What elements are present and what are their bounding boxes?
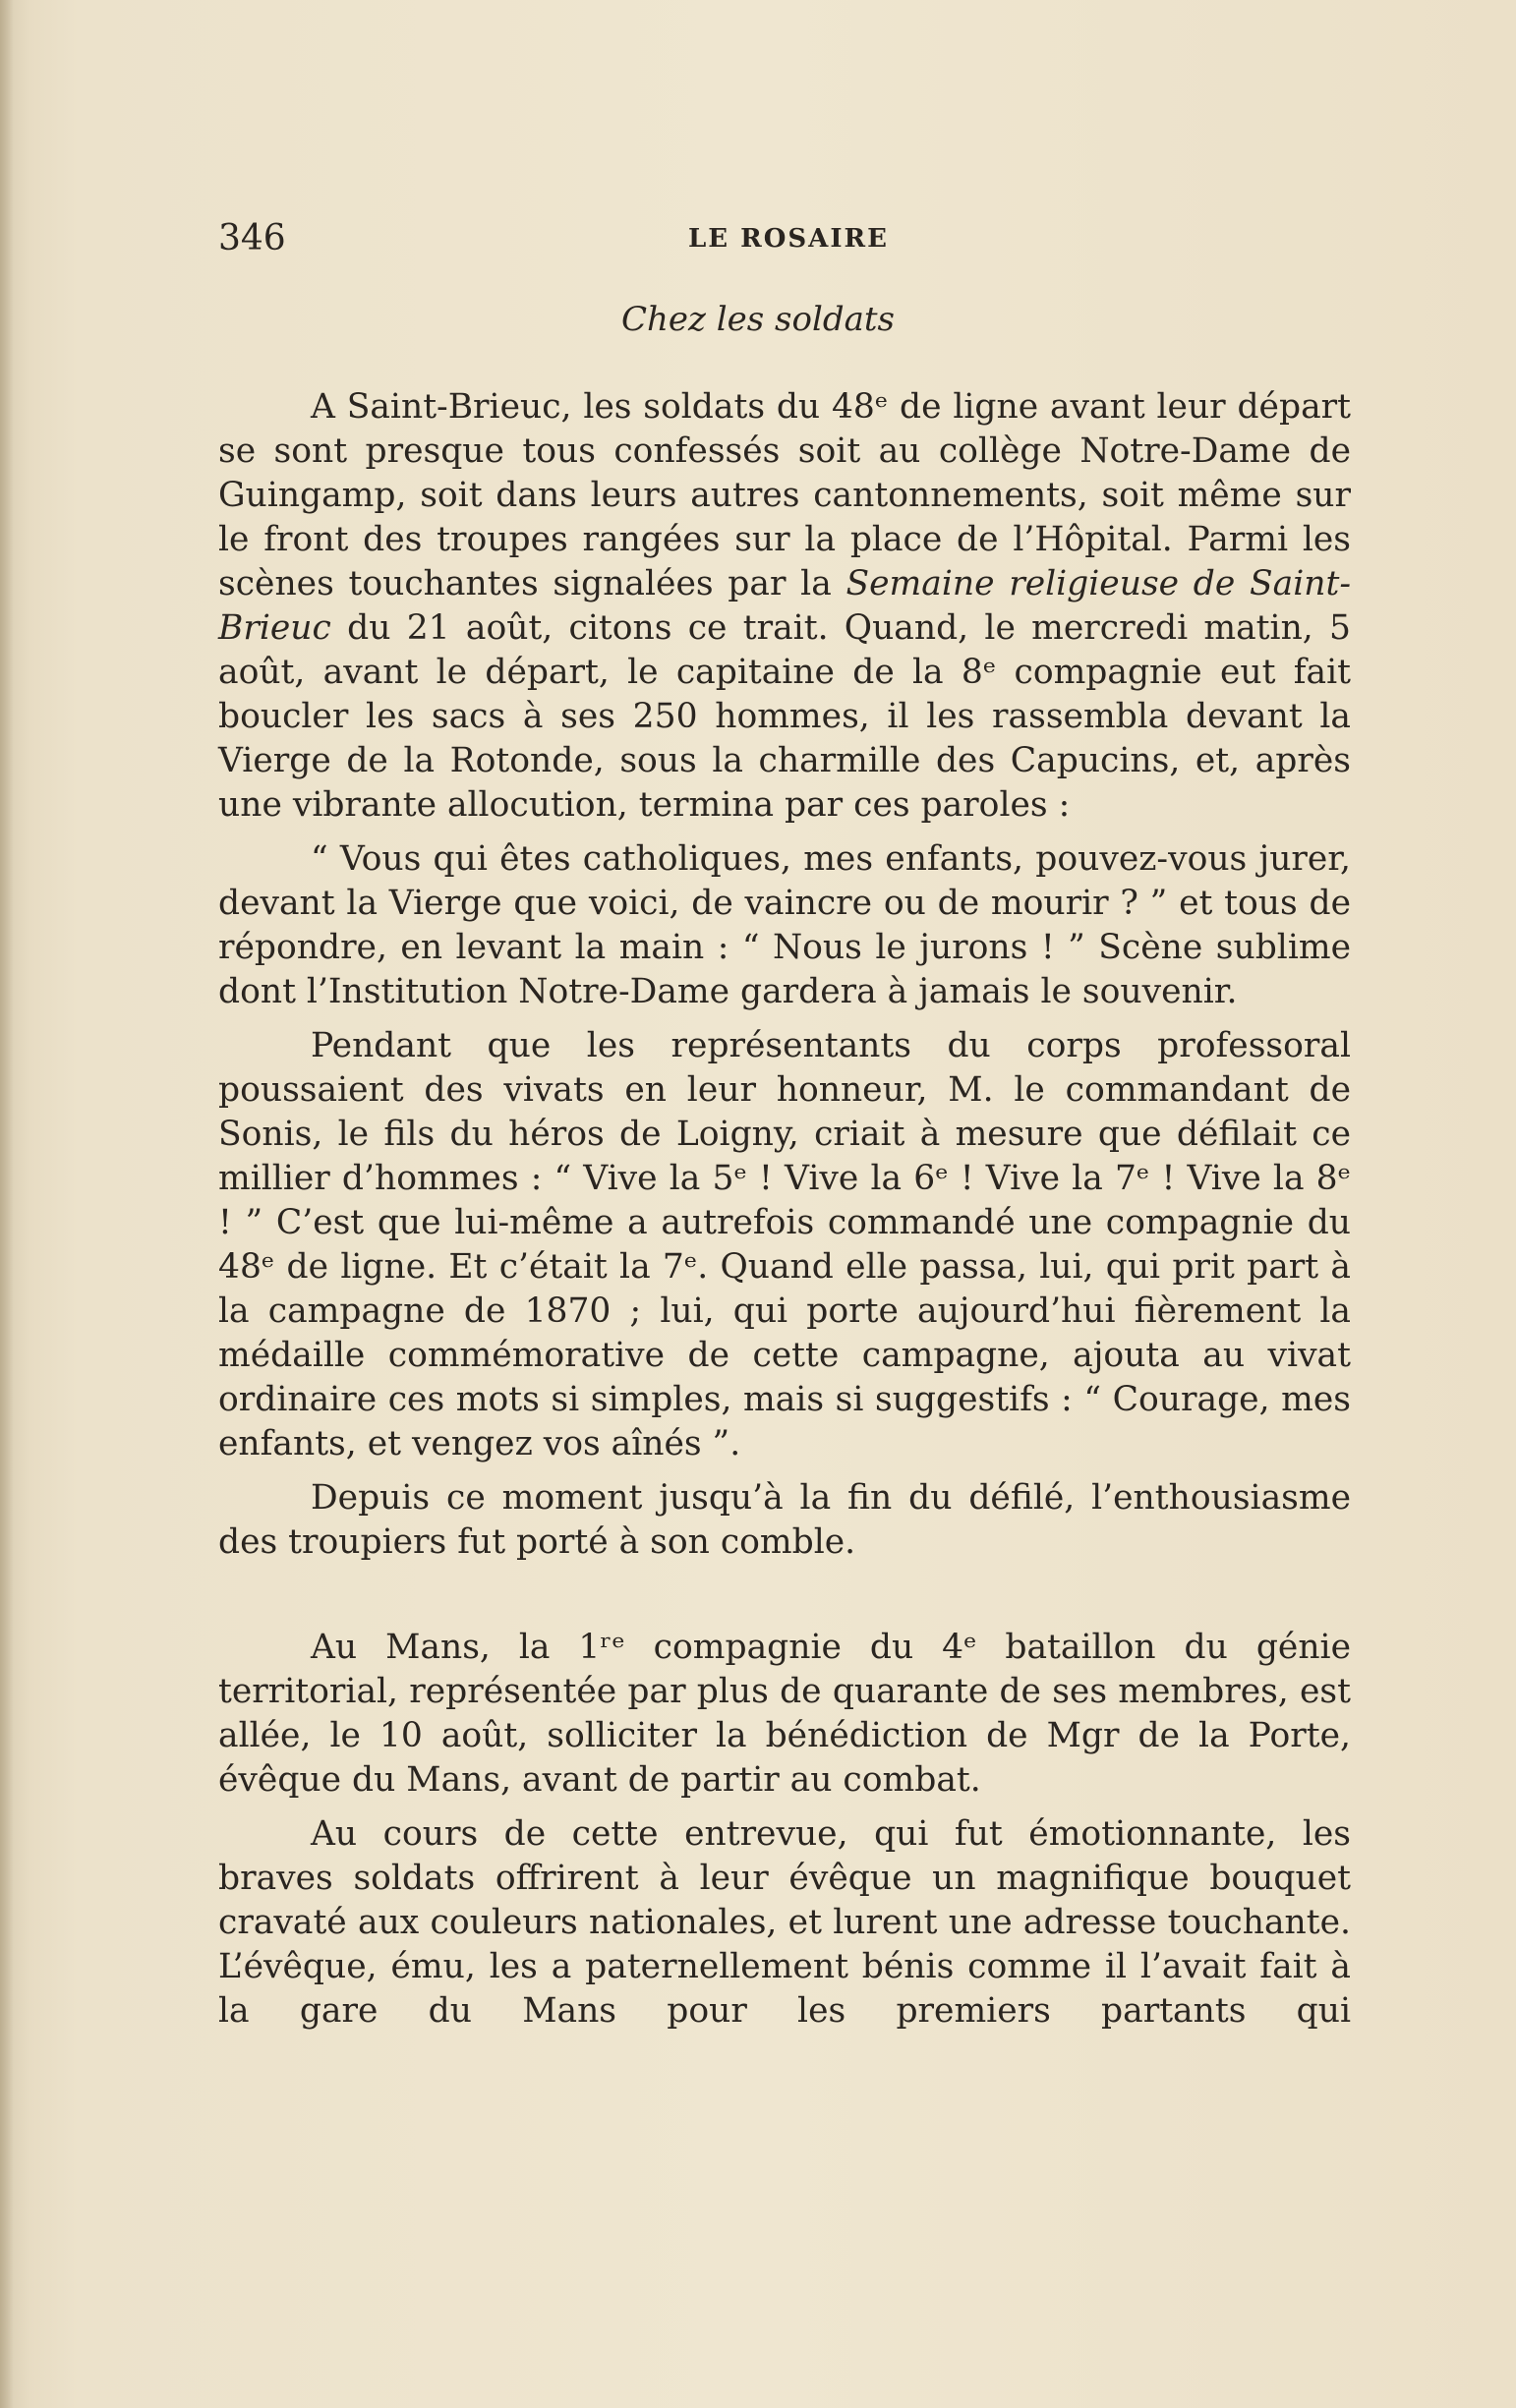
page-number: 346 (218, 218, 286, 258)
paragraph-1 (218, 385, 1351, 828)
running-head (218, 218, 1349, 258)
paragraph-5: Au Mans, la 1ʳᵉ compagnie du 4ᵉ bataillon du génie territorial, représentée par plus de quarante de ses membres, est allée, le 10 août, solliciter la bénédiction de Mgr de la Porte, évêque du Mans, avant de partir au combat. (218, 1628, 1351, 1800)
running-title: LE ROSAIRE (688, 224, 889, 254)
paragraph-1-text-b: du 21 août, citons ce trait. Quand, le mercredi matin, 5 août, avant le départ, le capitaine de la 8ᵉ compagnie eut fait boucler les sacs à ses 250 hommes, il les rassembla devant la Vierge de la Rotonde, sous la charmille des Capucins, et, après une vibrante allocution, termina par ces paroles : (218, 608, 1351, 825)
section-title: Chez les soldats (621, 300, 895, 339)
paragraph-3: Pendant que les représentants du corps professoral poussaient des vivats en leur honneur, M. le commandant de Sonis, le fils du héros de Loigny, criait à mesure que défilait ce millier d’hommes : “ Vive la 5ᵉ ! Vive la 6ᵉ ! Vive la 7ᵉ ! Vive la 8ᵉ ! ” C’est que lui-même a autrefois commandé une compagnie du 48ᵉ de ligne. Et c’était la 7ᵉ. Quand elle passa, lui, qui prit part à la campagne de 1870 ; lui, qui porte aujourd’hui fièrement la médaille commémorative de cette campagne, ajouta au vivat ordinaire ces mots si simples, mais si suggestifs : “ Courage, mes enfants, et vengez vos aînés ”. (218, 1026, 1351, 1463)
binding-shadow (0, 0, 14, 2408)
paragraph-1-text-a: A Saint-Brieuc, les soldats du 48ᵉ de ligne avant leur départ se sont presque tous confessés soit au collège Notre-Dame de Guingamp, soit dans leurs autres cantonnements, soit même sur le front des troupes rangées sur la place de l’Hôpital. Parmi les scènes touchantes signalées par la (218, 387, 1351, 603)
body-text (218, 385, 1351, 2043)
publication-title: Semaine religieuse de Saint-Brieuc (218, 564, 1351, 648)
paragraph-6: Au cours de cette entrevue, qui fut émotionnante, les braves soldats offrirent à leur évêque un magnifique bouquet cravaté aux couleurs nationales, et lurent une adresse touchante. L’évêque, ému, les a paternellement bénis comme il l’avait fait à la gare du Mans pour les premiers partants qui (218, 1814, 1351, 2031)
paragraph-2: “ Vous qui êtes catholiques, mes enfants, pouvez-vous jurer, devant la Vierge que voici, de vaincre ou de mourir ? ” et tous de répondre, en levant la main : “ Nous le jurons ! ” Scène sublime dont l’Institution Notre-Dame gardera à jamais le souvenir. (218, 839, 1351, 1011)
paragraph-4: Depuis ce moment jusqu’à la fin du défilé, l’enthousiasme des troupiers fut porté à son comble. (218, 1478, 1351, 1562)
